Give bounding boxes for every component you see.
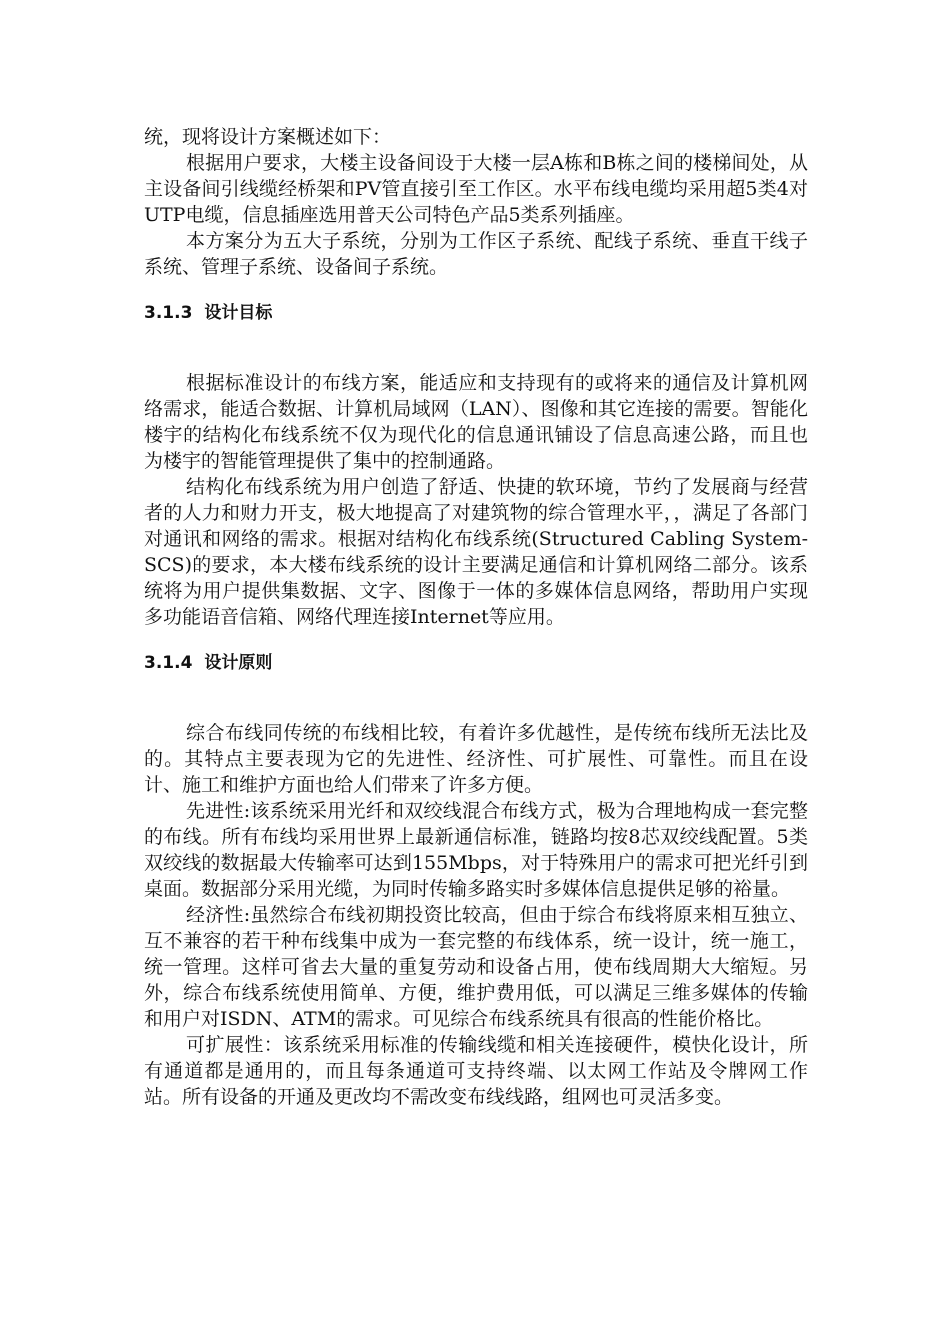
section-title: 设计原则 [204,653,273,673]
section-number: 3.1.3 [144,303,193,323]
design-principles-paragraph-4: 可扩展性：该系统采用标准的传输线缆和相关连接硬件，模快化设计，所有通道都是通用的，而且每条通道可支持终端、以太网工作站及令牌网工作站。所有设备的开通及更改均不需改变布线线路，组网也可灵活多变。 [144,1034,808,1108]
section-heading-design-principles [144,650,808,676]
design-principles-paragraph-2: 先进性:该系统采用光纤和双绞线混合布线方式，极为合理地构成一套完整的布线。所有布线均采用世界上最新通信标准，链路均按8芯双绞线配置。5类双绞线的数据最大传输率可达到155Mbps，对于特殊用户的需求可把光纤引到桌面。数据部分采用光缆，为同时传输多路实时多媒体信息提供足够的裕量。 [144,800,808,900]
design-goals-paragraph-1: 根据标准设计的布线方案，能适应和支持现有的或将来的通信及计算机网络需求，能适合数据、计算机局域网（LAN）、图像和其它连接的需要。智能化楼宇的结构化布线系统不仅为现代化的信息通讯铺设了信息高速公路，而且也为楼宇的智能管理提供了集中的控制通路。 [144,372,808,472]
section-heading-design-goals [144,300,808,326]
intro-paragraph-1: 统，现将设计方案概述如下： [144,126,392,148]
design-principles-paragraph-3: 经济性:虽然综合布线初期投资比较高，但由于综合布线将原来相互独立、互不兼容的若干种布线集中成为一套完整的布线体系，统一设计，统一施工，统一管理。这样可省去大量的重复劳动和设备占用，使布线周期大大缩短。另外，综合布线系统使用简单、方便，维护费用低，可以满足三维多媒体的传输和用户对ISDN、ATM的需求。可见综合布线系统具有很高的性能价格比。 [144,904,808,1030]
intro-paragraph-2: 根据用户要求，大楼主设备间设于大楼一层A栋和B栋之间的楼梯间处，从主设备间引线缆经桥架和PV管直接引至工作区。水平布线电缆均采用超5类4对UTP电缆，信息插座选用普天公司特色产品5类系列插座。 [144,152,808,226]
section-number: 3.1.4 [144,653,193,673]
section-title: 设计目标 [204,303,273,323]
intro-paragraph-3: 本方案分为五大子系统，分别为工作区子系统、配线子系统、垂直干线子系统、管理子系统、设备间子系统。 [144,230,808,278]
design-goals-paragraph-2: 结构化布线系统为用户创造了舒适、快捷的软环境，节约了发展商与经营者的人力和财力开支，极大地提高了对建筑物的综合管理水平，，满足了各部门对通讯和网络的需求。根据对结构化布线系统(Structured Cabling System-SCS)的要求，本大楼布线系统的设计主要满足通信和计算机网络二部分。该系统将为用户提供集数据、文字、图像于一体的多媒体信息网络，帮助用户实现多功能语音信箱、网络代理连接Internet等应用。 [144,476,808,628]
design-principles-paragraph-1: 综合布线同传统的布线相比较，有着许多优越性，是传统布线所无法比及的。其特点主要表现为它的先进性、经济性、可扩展性、可靠性。而且在设计、施工和维护方面也给人们带来了许多方便。 [144,722,808,796]
document-page [144,124,808,1110]
